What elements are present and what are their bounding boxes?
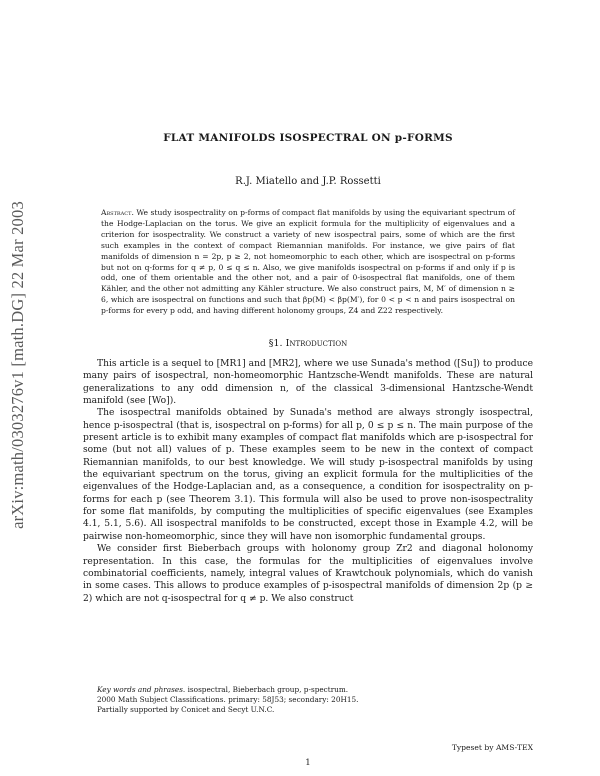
paragraph: This article is a sequel to [MR1] and [MR2], where we use Sunada's method ([Su]) to produce many pairs of isospectral, non-homeomorphic Hantzsche-Wendt manifolds. These are natural generalizations to any odd dimension n, of the classical 3-dimensional Hantzsche-Wendt manifold (see [Wo]). <box>83 359 533 407</box>
page-number: 1 <box>305 758 311 768</box>
footnote-msc <box>83 695 533 705</box>
keywords-label: Key words and phrases. <box>97 685 186 694</box>
arxiv-identifier: arXiv:math/0303276v1 [math.DG] 22 Mar 2003 <box>8 201 27 529</box>
footnote-keywords <box>83 685 533 695</box>
paper-title: FLAT MANIFOLDS ISOSPECTRAL ON p-FORMS <box>163 132 453 144</box>
section-heading <box>83 338 533 349</box>
arxiv-stamp <box>6 150 30 580</box>
typeset-note: Typeset by AMS-TEX <box>451 743 533 752</box>
paragraph: We consider first Bieberbach groups with holonomy group Zr2 and diagonal holonomy representation. In this case, the formulas for the multiplicities of eigenvalues involve combinatorial coefficients, namely, integral values of Krawtchouk polynomials, which do vanish in some cases. This allows to produce examples of p-isospectral manifolds of dimension 2p (p ≥ 2) which are not q-isospectral for q ≠ p. We also construct <box>83 544 533 604</box>
footnote-support: Partially supported by Conicet and Secyt U.N.C. <box>97 705 275 714</box>
section-title: Introduction <box>285 338 348 349</box>
section-number: §1. <box>268 338 283 349</box>
body-text <box>83 358 533 605</box>
paragraph: The isospectral manifolds obtained by Sunada's method are always strongly isospectral, hence p-isospectral (that is, isospectral on p-forms) for all p, 0 ≤ p ≤ n. The main purpose of the present article is to exhibit many examples of compact flat manifolds which are p-isospectral for some (but not all) values of p. These examples seem to be new in the context of compact Riemannian manifolds, to our best knowledge. We will study p-isospectral manifolds by using the equivariant spectrum on the torus, giving an explicit formula for the multiplicities of the eigenvalues of the Hodge-Laplacian and, as a consequence, a condition for isospectrality on p-forms for each p (see Theorem 3.1). This formula will also be used to prove non-isospectrality for some flat manifolds, by computing the multiplicities of specific eigenvalues (see Examples 4.1, 5.1, 5.6). All isospectral manifolds to be constructed, except those in Example 4.2, will be pairwise non-homeomorphic, since they will have non isomorphic fundamental groups. <box>83 408 533 542</box>
msc-text: primary: 58J53; secondary: 20H15. <box>228 695 359 704</box>
msc-label: 2000 Math Subject Classifications. <box>97 695 226 704</box>
abstract-text: We study isospectrality on p-forms of compact flat manifolds by using the equivariant spectrum of the Hodge-Laplacian on the torus. We give an explicit formula for the multiplicity of eigenvalues and a criterion for isospectrality. We construct a variety of new isospectral pairs, some of which are the first such examples in the context of compact Riemannian manifolds. For instance, we give pairs of flat manifolds of dimension n = 2p, p ≥ 2, not homeomorphic to each other, which are isospectral on p-forms but not on q-forms for q ≠ p, 0 ≤ q ≤ n. Also, we give manifolds isospectral on p-forms if and only if p is odd, one of them orientable and the other not, and a pair of 0-isospectral flat manifolds, one of them Kähler, and the other not admitting any Kähler structure. We also construct pairs, M, M′ of dimension n ≥ 6, which are isospectral on functions and such that βp(M) < βp(M′), for 0 < p < n and pairs isospectral on p-forms for every p odd, and having different holonomy groups, Z4 and Z22 respectively. <box>101 208 516 316</box>
footnotes <box>83 685 533 715</box>
keywords-text: isospectral, Bieberbach group, p-spectrum. <box>187 685 349 694</box>
abstract-label: Abstract. <box>101 208 134 217</box>
paper-authors: R.J. Miatello and J.P. Rossetti <box>235 176 381 187</box>
abstract <box>101 208 515 317</box>
